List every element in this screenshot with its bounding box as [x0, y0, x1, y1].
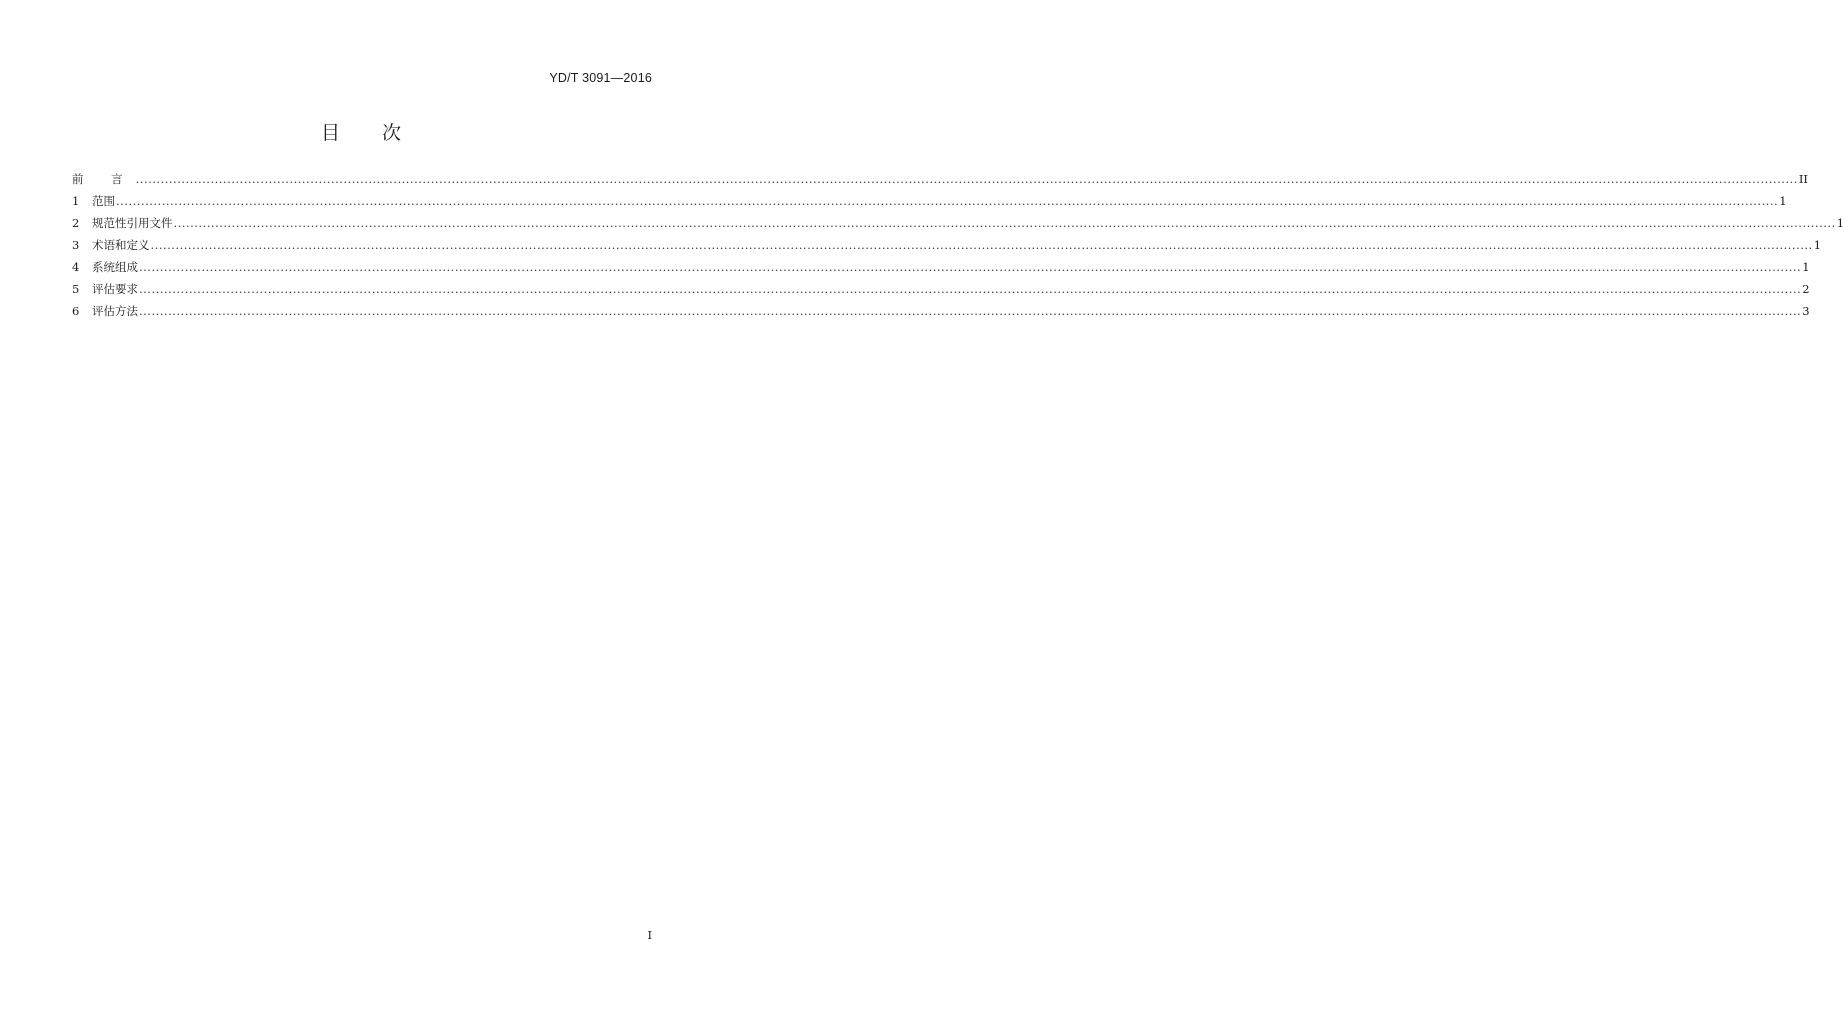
toc-entry-foreword[interactable]: [72, 168, 1808, 190]
toc-leader-dots: ................................................................................................................................................................................................................................................................................................................................................................................................................: [139, 260, 1802, 274]
toc-entry-evaluation-methods[interactable]: [72, 300, 1810, 322]
standard-code: YD/T 3091—2016: [549, 71, 652, 85]
toc-entry-page: 1: [1802, 260, 1810, 274]
toc-leader-dots: ................................................................................................................................................................................................................................................................................................................................................................................................................: [139, 282, 1802, 296]
toc-entry-page: II: [1798, 172, 1808, 186]
toc-entry-number: 4: [72, 260, 80, 274]
toc-leader-dots: ................................................................................................................................................................................................................................................................................................................................................................................................................: [150, 238, 1813, 252]
toc-title: [0, 118, 724, 145]
toc-entry-number: 2: [72, 216, 80, 230]
toc-leader-dots: ................................................................................................................................................................................................................................................................................................................................................................................................................: [139, 304, 1802, 318]
table-of-contents: [72, 168, 1844, 322]
toc-entry-label: 术语和定义: [92, 238, 150, 252]
toc-entry-label: 前 言: [72, 172, 135, 186]
toc-entry-label: 系统组成: [92, 260, 138, 274]
toc-entry-normative-references[interactable]: [72, 212, 1844, 234]
toc-leader-dots: ................................................................................................................................................................................................................................................................................................................................................................................................................: [116, 194, 1779, 208]
toc-entry-number: 6: [72, 304, 80, 318]
toc-entry-label: 评估方法: [92, 304, 138, 318]
toc-entry-label: 规范性引用文件: [92, 216, 173, 230]
toc-entry-terms-definitions[interactable]: [72, 234, 1822, 256]
toc-entry-scope[interactable]: [72, 190, 1787, 212]
toc-entry-number: 5: [72, 282, 80, 296]
toc-title-char-1: 目: [320, 122, 342, 144]
toc-entry-system-composition[interactable]: [72, 256, 1810, 278]
page-number: I: [647, 928, 652, 942]
toc-entry-page: 1: [1779, 194, 1787, 208]
toc-entry-page: 2: [1802, 282, 1810, 296]
toc-entry-label: 范围: [92, 194, 115, 208]
toc-entry-page: 1: [1836, 216, 1844, 230]
toc-leader-dots: ................................................................................................................................................................................................................................................................................................................................................................................................................: [173, 216, 1836, 230]
toc-entry-evaluation-requirements[interactable]: [72, 278, 1810, 300]
toc-leader-dots: ................................................................................................................................................................................................................................................................................................................................................................................................................: [135, 172, 1798, 186]
toc-entry-label: 评估要求: [92, 282, 138, 296]
toc-title-char-2: 次: [382, 122, 404, 144]
toc-entry-number: 3: [72, 238, 80, 252]
toc-entry-page: 1: [1813, 238, 1822, 252]
toc-entry-page: 3: [1802, 304, 1810, 318]
toc-entry-number: 1: [72, 194, 80, 208]
